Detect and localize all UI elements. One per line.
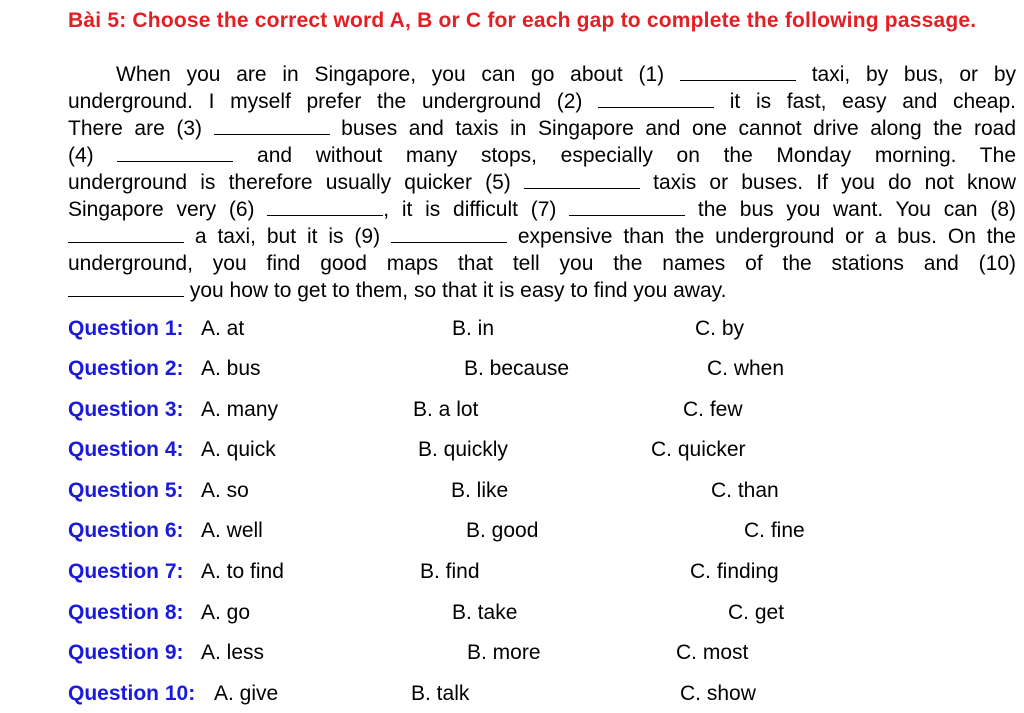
question-row (68, 680, 1016, 708)
question-label: Question 8: (68, 601, 184, 624)
answer-blank (598, 89, 714, 108)
option-b: B. talk (411, 682, 470, 705)
option-b: B. a lot (413, 398, 479, 421)
question-row (68, 436, 1016, 464)
option-b: B. find (420, 560, 480, 583)
option-a: A. less (201, 641, 265, 664)
passage-line: (4) and without many stops, especially on the Monday morning. The (68, 144, 1016, 167)
cut-off-previous-line (68, 0, 1016, 4)
option-a: A. bus (201, 357, 261, 380)
option-c: C. fine (744, 519, 805, 542)
passage-line: There are (3) buses and taxis in Singapore and one cannot drive along the road (68, 117, 1016, 140)
question-row (68, 517, 1016, 545)
question-label: Question 3: (68, 398, 184, 421)
option-b: B. more (467, 641, 541, 664)
option-b: B. take (452, 601, 518, 624)
question-row (68, 396, 1016, 424)
option-c: C. get (728, 601, 785, 624)
option-c: C. when (707, 357, 785, 380)
passage-line: underground, you find good maps that tell you the names of the stations and (10) (68, 252, 1016, 275)
question-label: Question 1: (68, 317, 184, 340)
option-c: C. than (711, 479, 779, 502)
question-label: Question 4: (68, 438, 184, 461)
answer-blank (680, 62, 796, 81)
question-row (68, 477, 1016, 505)
question-row (68, 315, 1016, 343)
option-c: C. finding (690, 560, 779, 583)
passage (68, 61, 1016, 304)
answer-blank (524, 170, 640, 189)
question-label: Question 5: (68, 479, 184, 502)
option-b: B. quickly (418, 438, 508, 461)
passage-line: you how to get to them, so that it is easy to find you away. (68, 277, 1016, 304)
option-a: A. quick (201, 438, 276, 461)
answer-blank (391, 224, 507, 243)
passage-line: underground is therefore usually quicker (5) taxis or buses. If you do not know (68, 171, 1016, 194)
answer-blank (68, 224, 184, 243)
option-c: C. few (683, 398, 743, 421)
option-a: A. many (201, 398, 279, 421)
question-row (68, 599, 1016, 627)
answer-blank (117, 143, 233, 162)
option-a: A. so (201, 479, 249, 502)
option-c: C. show (680, 682, 756, 705)
option-b: B. because (464, 357, 570, 380)
option-b: B. good (466, 519, 539, 542)
question-label: Question 10: (68, 682, 196, 705)
option-a: A. give (214, 682, 279, 705)
passage-line: a taxi, but it is (9) expensive than the underground or a bus. On the (68, 223, 1016, 250)
option-a: A. to find (201, 560, 284, 583)
exercise-title: Bài 5: Choose the correct word A, B or C for each gap to complete the following passage. (68, 9, 977, 32)
passage-line: underground. I myself prefer the underground (2) it is fast, easy and cheap. (68, 90, 1016, 113)
option-c: C. quicker (651, 438, 746, 461)
passage-line: When you are in Singapore, you can go about (1) taxi, by bus, or by (116, 63, 1016, 86)
question-label: Question 7: (68, 560, 184, 583)
question-row (68, 558, 1016, 586)
answer-blank (267, 197, 383, 216)
option-c: C. by (695, 317, 745, 340)
answer-blank (68, 278, 184, 297)
question-row (68, 639, 1016, 667)
question-label: Question 2: (68, 357, 184, 380)
option-b: B. like (451, 479, 509, 502)
answer-blank (214, 116, 330, 135)
question-label: Question 6: (68, 519, 184, 542)
option-a: A. go (201, 601, 251, 624)
answer-blank (569, 197, 685, 216)
question-row (68, 355, 1016, 383)
option-a: A. at (201, 317, 245, 340)
passage-line: Singapore very (6) , it is difficult (7) the bus you want. You can (8) (68, 198, 1016, 221)
question-label: Question 9: (68, 641, 184, 664)
option-c: C. most (676, 641, 749, 664)
option-a: A. well (201, 519, 263, 542)
option-b: B. in (452, 317, 495, 340)
